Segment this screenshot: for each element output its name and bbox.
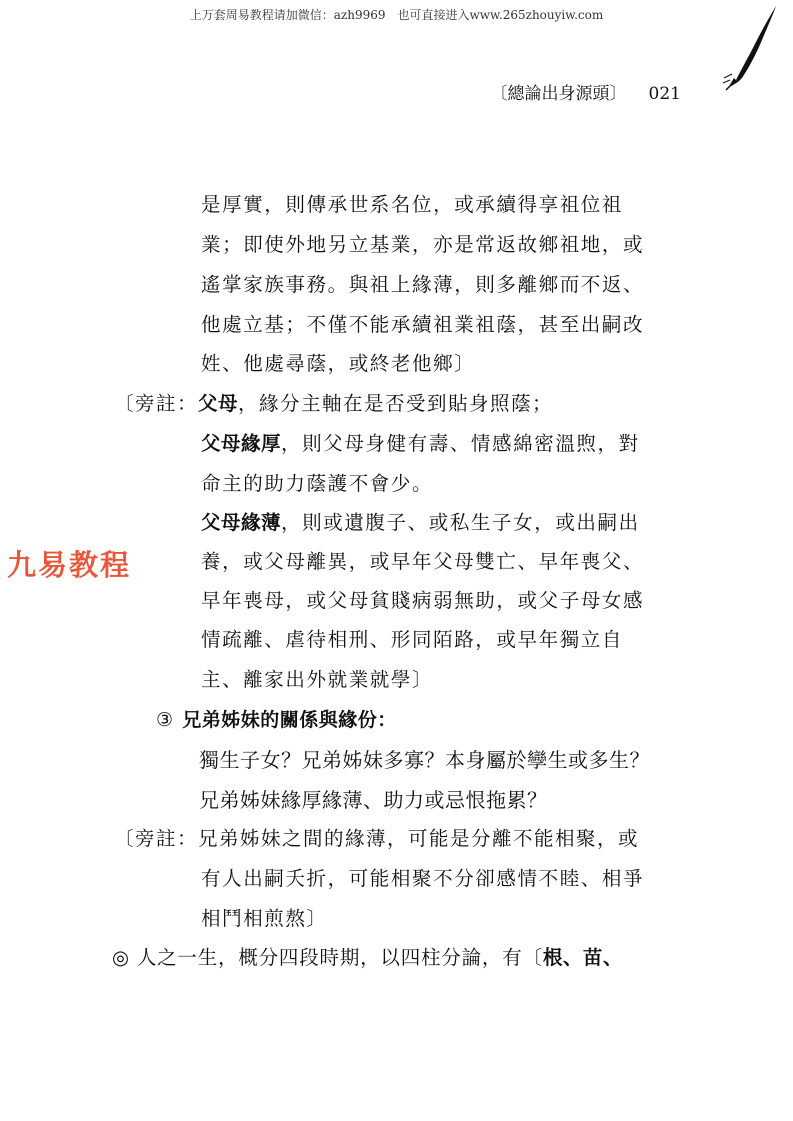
note-line: 命主的助力蔭護不會少。 <box>201 472 434 495</box>
paragraph-text: 人之一生，概分四段時期，以四柱分論，有〔 <box>136 946 543 969</box>
bold-term: 父母緣薄 <box>201 511 282 534</box>
note-line: 養，或父母離異，或早年父母雙亡、早年喪父、 <box>201 550 645 573</box>
bold-term: 根、苗、 <box>542 946 623 969</box>
running-header <box>491 79 681 104</box>
section-title: 兄弟姊妹的關係與緣份： <box>182 709 397 731</box>
note-line: 情疏離、虐待相刑、形同陌路，或早年獨立自 <box>201 628 624 651</box>
bullet-icon: ◎ <box>112 946 130 969</box>
bold-term: 父母 <box>198 392 239 415</box>
note-line: 早年喪母，或父母貧賤病弱無助，或父子母女感 <box>201 589 645 612</box>
note-text: ，緣分主軸在是否受到貼身照蔭； <box>238 392 554 415</box>
body-line: 業；即使外地另立基業，亦是常返故鄉祖地，或 <box>201 233 645 256</box>
note-prefix: 〔旁註： <box>114 827 199 850</box>
page-number: 021 <box>648 84 681 104</box>
note-line: 主、離家出外就業就學〕 <box>201 668 434 691</box>
watermark-logo: 九易教程 <box>7 548 132 582</box>
bold-term: 父母緣厚 <box>201 432 282 455</box>
chapter-title: 〔總論出身源頭〕 <box>490 84 627 104</box>
note-text: ，則父母身健有壽、情感綿密溫煦，對 <box>281 432 640 455</box>
body-line: 他處立基；不僅不能承續祖業祖蔭，甚至出嗣改 <box>201 313 645 336</box>
note-line: 有人出嗣夭折，可能相聚不分卻感情不睦、相爭 <box>201 867 645 890</box>
pen-nib-icon <box>722 4 782 92</box>
note-text: ，則或遺腹子、或私生子女，或出嗣出 <box>281 511 640 534</box>
body-line: 遙掌家族事務。與祖上緣薄，則多離鄉而不返、 <box>201 273 645 296</box>
note-line-thick <box>201 428 640 456</box>
note-text: 兄弟姊妹之間的緣薄，可能是分離不能相聚，或 <box>198 827 640 850</box>
section-heading <box>156 705 397 732</box>
body-line: 是厚實，則傳承世系名位，或承續得享祖位祖 <box>201 193 624 216</box>
final-paragraph <box>112 942 623 970</box>
note-prefix: 〔旁註： <box>114 392 199 415</box>
note-line-thin <box>201 507 640 535</box>
circled-number-three: ③ <box>156 709 175 731</box>
question-line: 獨生子女？兄弟姊妹多寡？本身屬於孿生或多生？ <box>199 748 650 772</box>
body-line: 姓、他處尋蔭，或終老他鄉〕 <box>201 352 476 375</box>
question-line: 兄弟姊妹緣厚緣薄、助力或忌恨拖累？ <box>199 788 548 812</box>
note-line: 相鬥相煎熬〕 <box>201 907 328 930</box>
top-banner: 上万套周易教程请加微信：azh9969 也可直接进入www.265zhouyiw.com <box>189 8 604 22</box>
side-note-siblings <box>114 823 639 851</box>
side-note-parents <box>114 388 553 416</box>
